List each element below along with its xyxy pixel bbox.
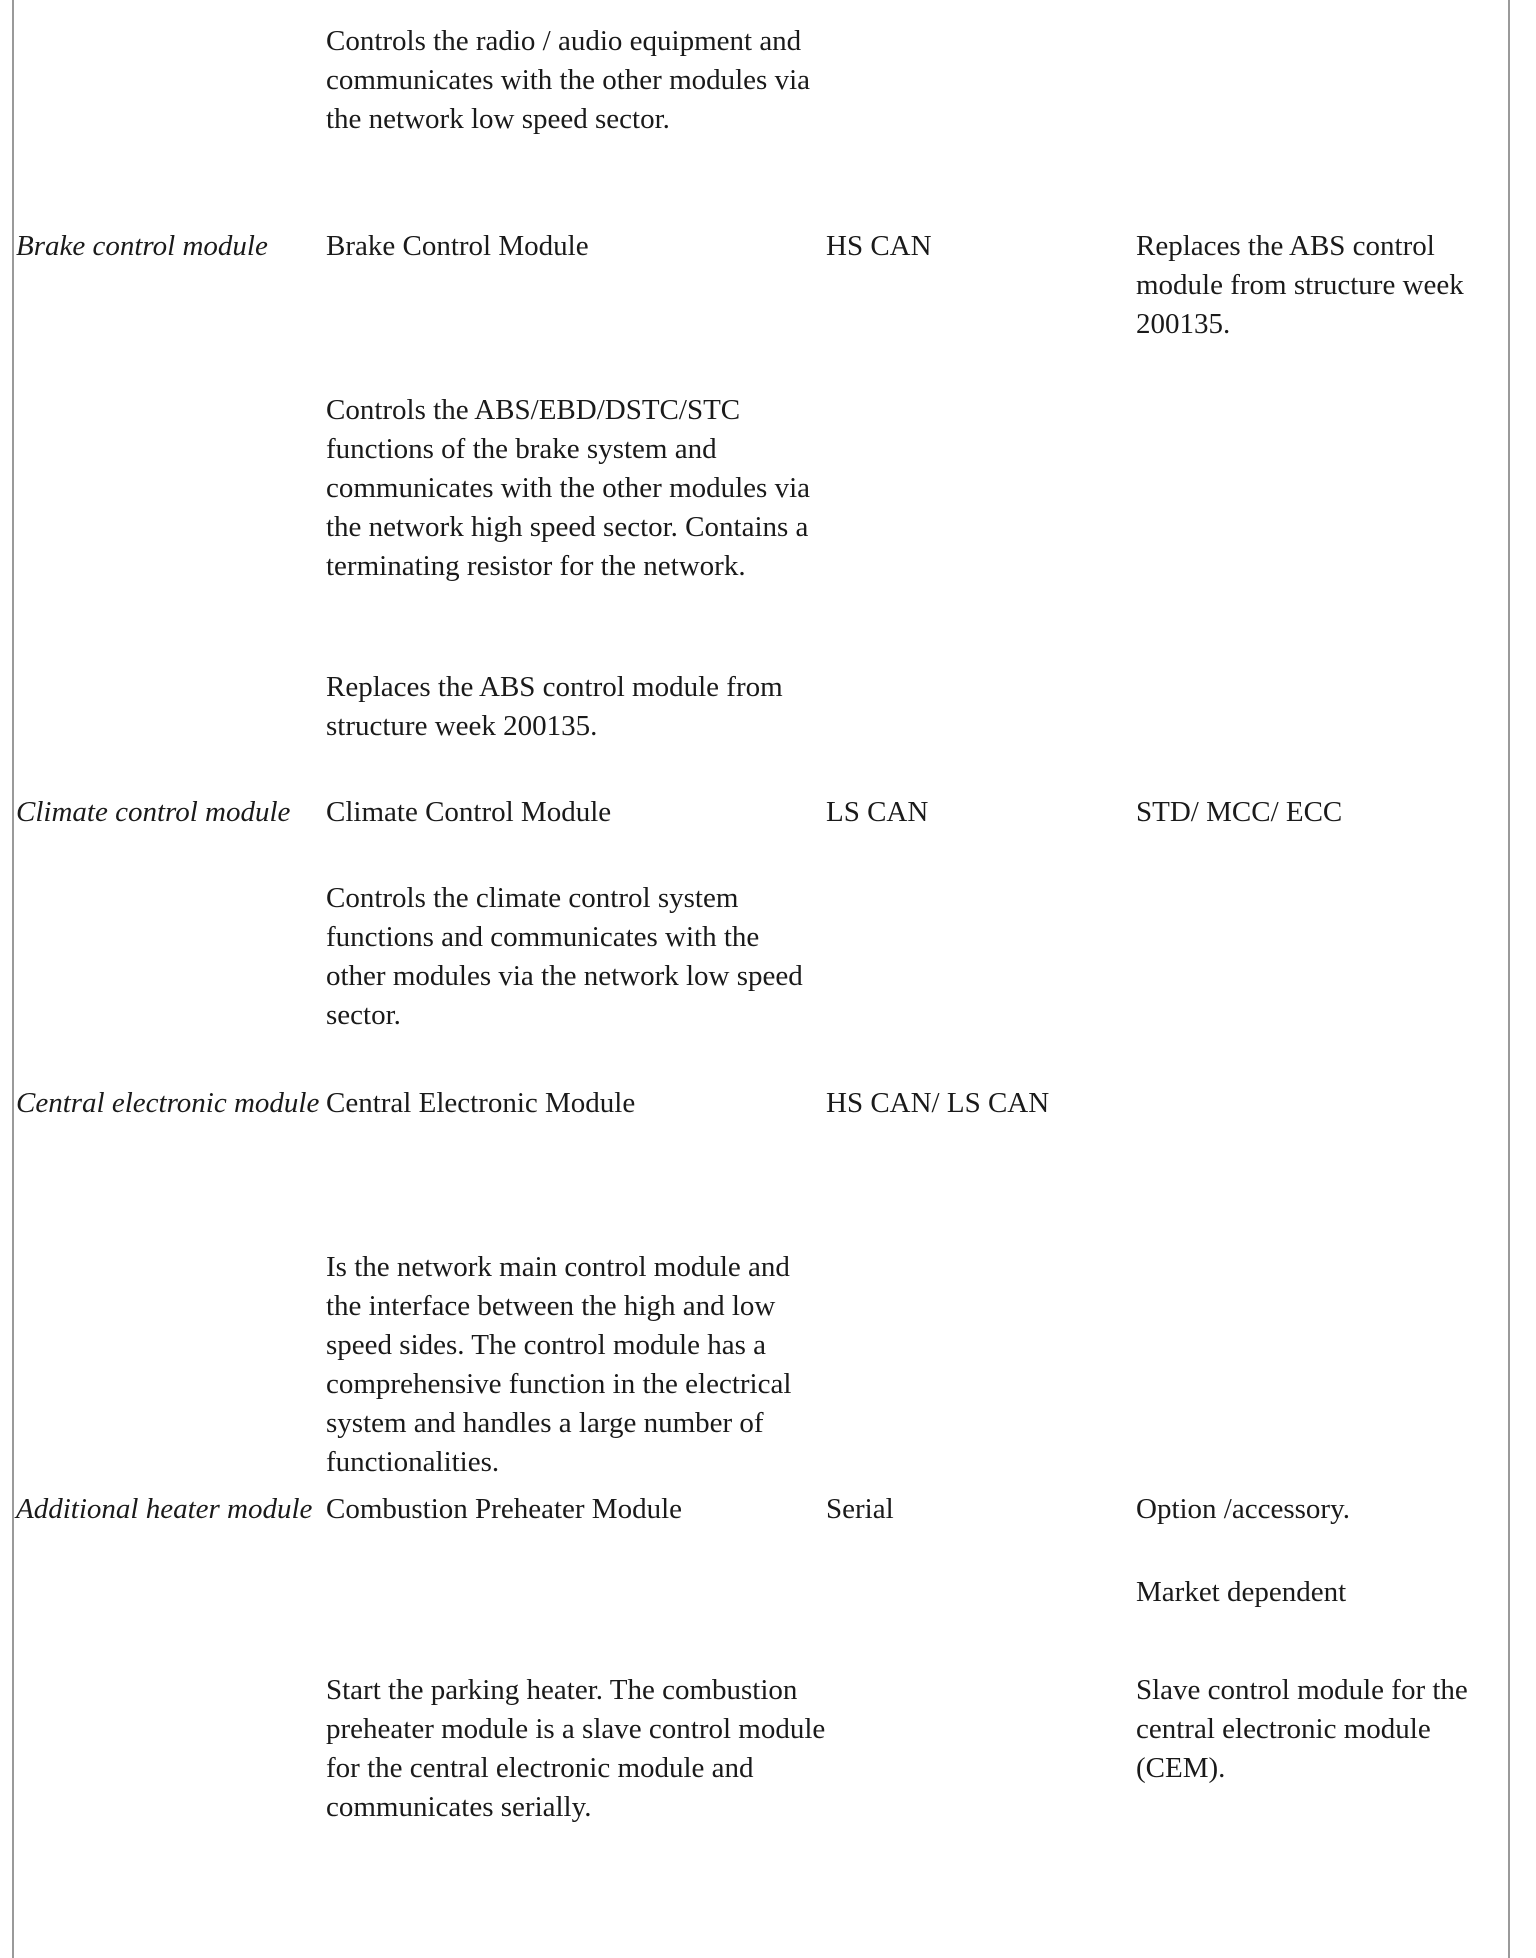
module-name: Brake control module [16, 230, 268, 262]
module-description: Controls the ABS/EBD/DSTC/STC functions of the brake system and communicates with the other modules via the network high speed sector. Contains a terminating resistor for the network. [326, 394, 811, 582]
module-note: Slave control module for the central electronic module (CEM). [1136, 1674, 1468, 1784]
module-description: Replaces the ABS control module from structure week 200135. [326, 671, 783, 742]
module-name: Central electronic module [16, 1087, 320, 1119]
module-note: STD/ MCC/ ECC [1136, 796, 1343, 828]
network-type: LS CAN [826, 796, 929, 828]
module-title: Brake Control Module [326, 230, 589, 262]
module-description: Start the parking heater. The combustion preheater module is a slave control module for the central electronic module and communicates serially. [326, 1674, 826, 1823]
table-right-border [1508, 0, 1510, 1958]
module-note: Option /accessory. [1136, 1493, 1350, 1525]
module-title: Combustion Preheater Module [326, 1493, 683, 1525]
module-title: Central Electronic Module [326, 1087, 636, 1119]
module-description: Controls the radio / audio equipment and communicates with the other modules via the network low speed sector. [326, 25, 811, 135]
module-note: Replaces the ABS control module from structure week 200135. [1136, 230, 1464, 340]
module-name: Climate control module [16, 796, 291, 828]
module-note: Market dependent [1136, 1576, 1347, 1608]
module-description: Controls the climate control system functions and communicates with the other modules via the network low speed sector. [326, 882, 803, 1031]
module-title: Climate Control Module [326, 796, 612, 828]
table-left-border [12, 0, 14, 1958]
module-name: Additional heater module [16, 1493, 313, 1525]
network-type: HS CAN [826, 230, 932, 262]
module-description: Is the network main control module and the interface between the high and low speed sides. The control module has a comprehensive function in the electrical system and handles a large number of functionalities. [326, 1251, 792, 1478]
network-type: Serial [826, 1493, 894, 1525]
network-type: HS CAN/ LS CAN [826, 1087, 1050, 1119]
